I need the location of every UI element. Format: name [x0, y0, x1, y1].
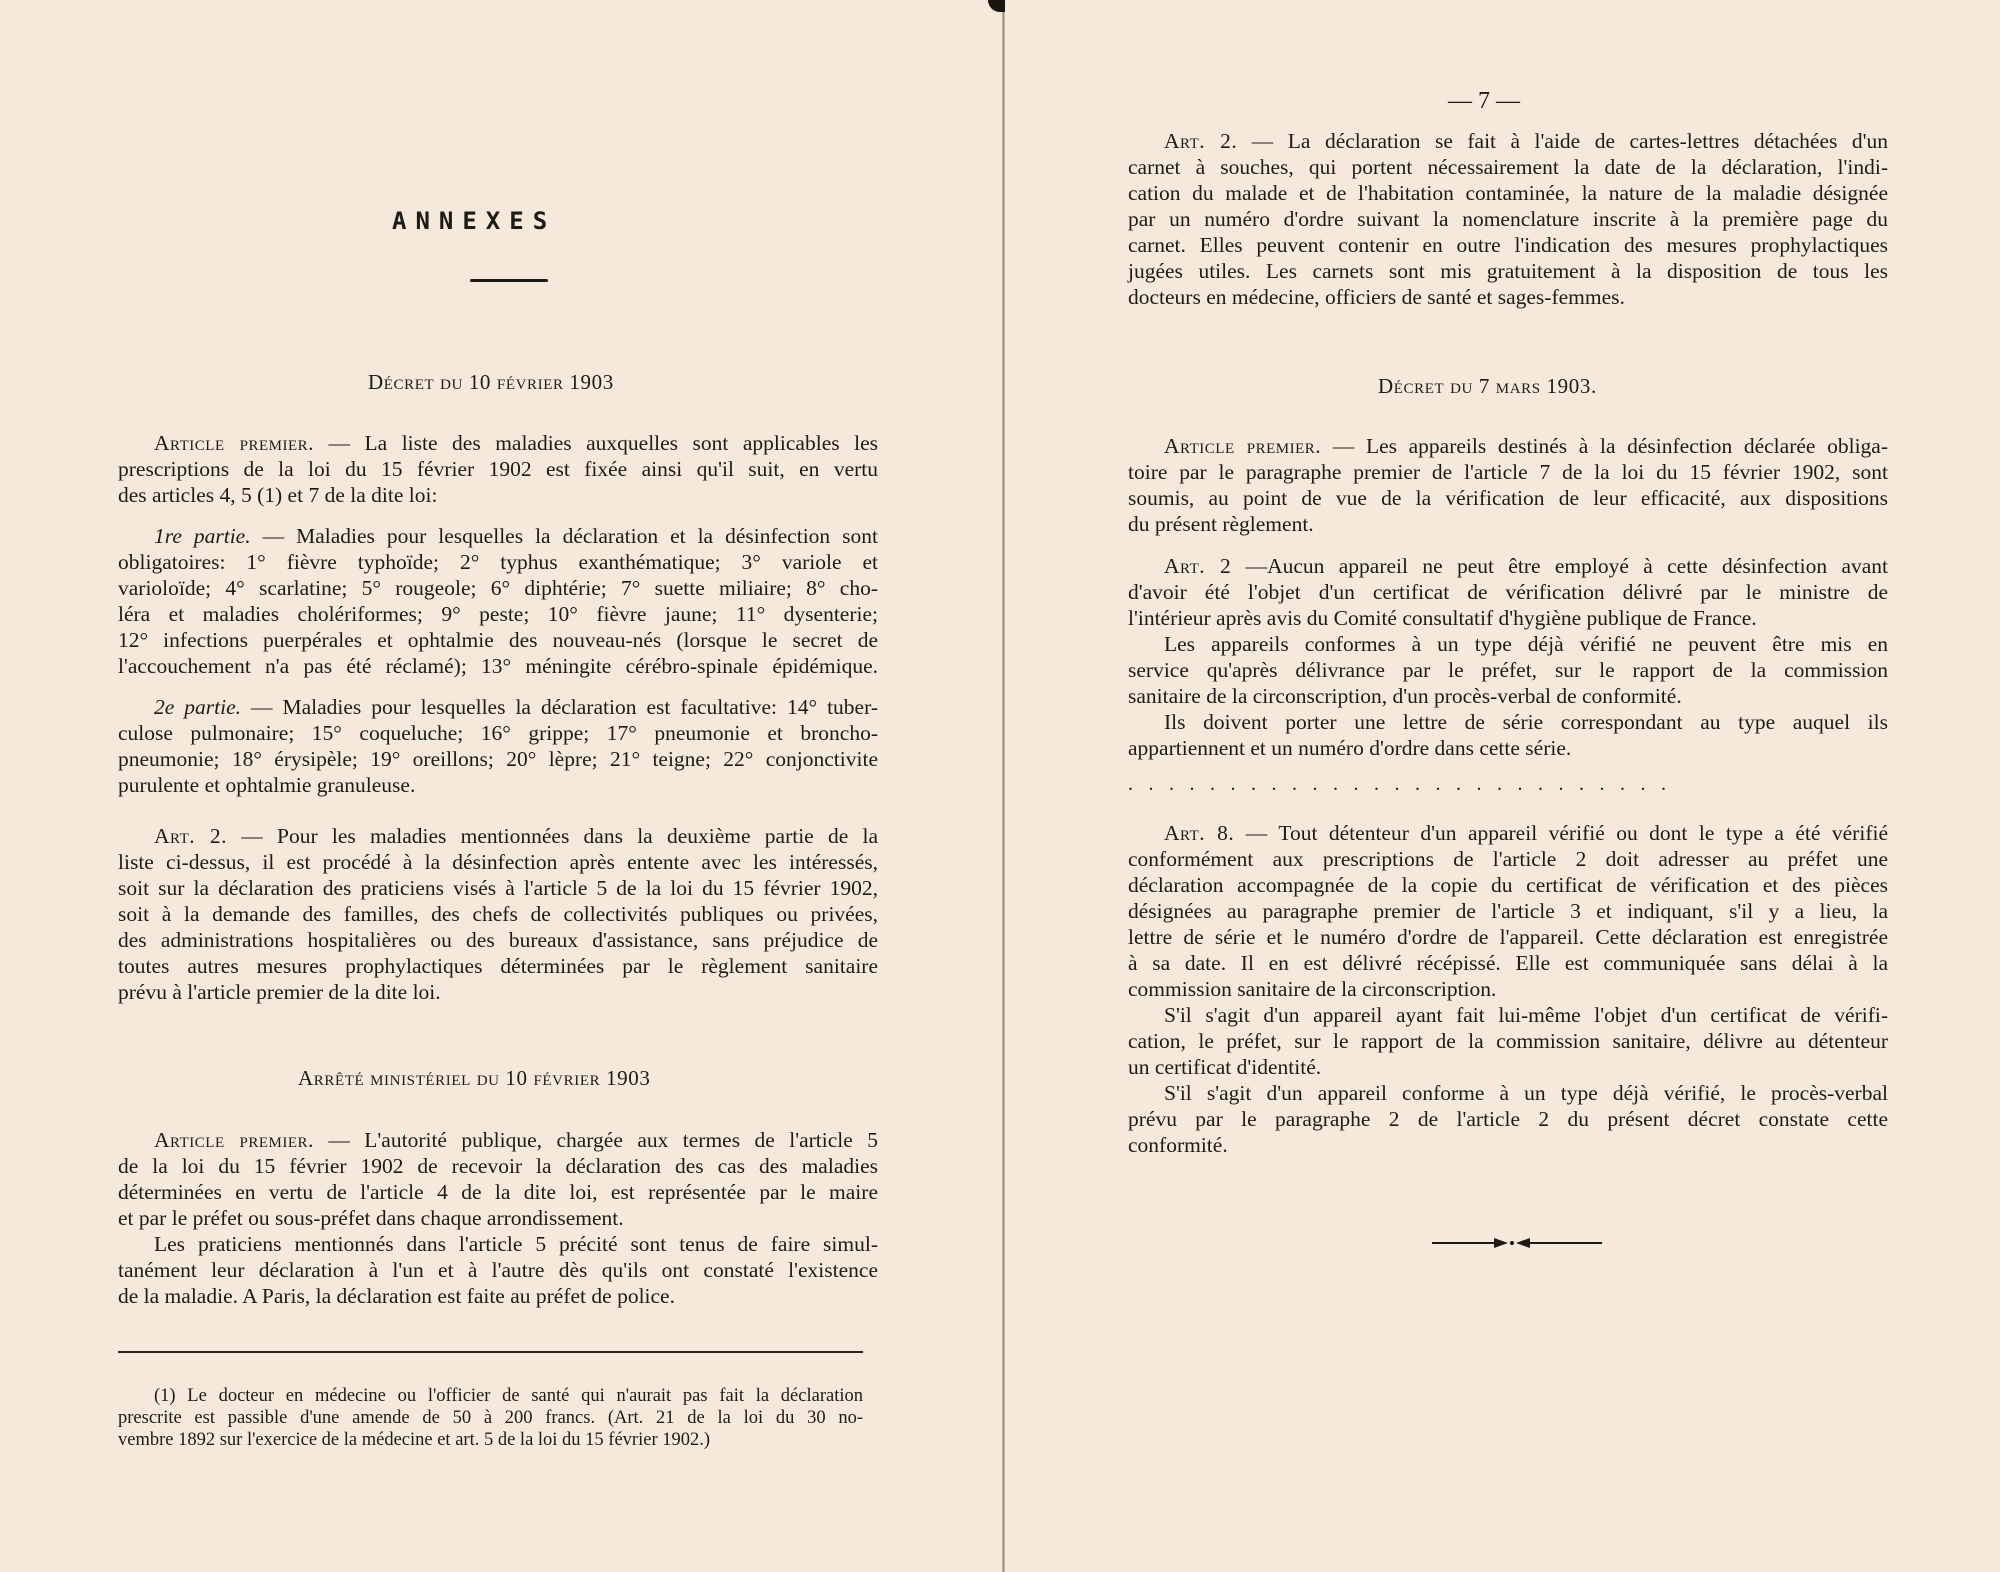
text-line: des articles 4, 5 (1) et 7 de la dite loi:: [118, 483, 438, 507]
ornament-arrow-right: [1494, 1238, 1508, 1248]
text-line: [1164, 820, 1888, 846]
text-line: commission sanitaire de la circonscription.: [1128, 977, 1497, 1001]
arrete-heading: Arrêté ministériel du 10 février 1903: [298, 1066, 651, 1090]
text-line: par un numéro d'ordre suivant la nomenclature inscrite à la première page du: [1128, 207, 1888, 231]
text-line: prescriptions de la loi du 15 février 1902 est fixée ainsi qu'il suit, en vertu: [118, 457, 878, 481]
text-line: [154, 523, 878, 549]
text-line: un certificat d'identité.: [1128, 1055, 1322, 1079]
decret-7-mars-heading: Décret du 7 mars 1903.: [1378, 374, 1597, 398]
text-line: Les praticiens mentionnés dans l'article 5 précité sont tenus de faire simul-: [154, 1232, 878, 1256]
text-line: carnet à souches, qui portent nécessairement la date de la déclaration, l'indi-: [1128, 155, 1888, 179]
text-line: l'accouchement n'a pas été réclamé); 13° méningite cérébro-spinale épidémique.: [118, 654, 878, 678]
article-label: Article premier.: [1164, 434, 1322, 458]
text-line: tanément leur déclaration à l'un et à l'autre dès qu'ils ont constaté l'existence: [118, 1258, 878, 1282]
partie-label: 2e partie.: [154, 695, 242, 719]
text-line: soit à la demande des familles, des chefs de collectivités publiques ou privées,: [118, 902, 878, 926]
text-line: S'il s'agit d'un appareil conforme à un type déjà vérifié, le procès-verbal: [1164, 1081, 1888, 1105]
text-line: de la maladie. A Paris, la déclaration est faite au préfet de police.: [118, 1284, 675, 1308]
text-span: — L'autorité publique, chargée aux termes de l'article 5: [313, 1128, 878, 1152]
text-line: toutes autres mesures prophylactiques déterminées par le règlement sanitaire: [118, 954, 878, 978]
footnote-line: vembre 1892 sur l'exercice de la médecine et art. 5 de la loi du 15 février 1902.): [118, 1430, 711, 1450]
text-line: [154, 694, 878, 720]
text-line: jugées utiles. Les carnets sont mis gratuitement à la disposition de tous les: [1128, 259, 1888, 283]
text-line: liste ci-dessus, il est procédé à la désinfection après entente avec les intéressés,: [118, 850, 878, 874]
text-line: et par le préfet ou sous-préfet dans chaque arrondissement.: [118, 1206, 624, 1230]
text-line: cation, le préfet, sur le rapport de la commission sanitaire, délivre au détenteur: [1128, 1029, 1888, 1053]
article-label: Art. 2.: [1164, 129, 1238, 153]
text-line: Les appareils conformes à un type déjà vérifié ne peuvent être mis en: [1164, 632, 1888, 656]
text-line: culose pulmonaire; 15° coqueluche; 16° grippe; 17° pneumonie et broncho-: [118, 721, 878, 745]
text-span: — Les appareils destinés à la désinfection déclarée obliga-: [1321, 434, 1888, 458]
text-line: [1164, 128, 1888, 154]
dotted-line: ...........................: [1128, 773, 1682, 793]
text-line: déterminées en vertu de l'article 4 de la dite loi, est représentée par le maire: [118, 1180, 878, 1204]
text-span: — Maladies pour lesquelles la déclaration et la désinfection sont: [250, 524, 879, 548]
text-line: [154, 1127, 878, 1153]
text-line: d'avoir été l'objet d'un certificat de vérification délivré par le ministre de: [1128, 580, 1888, 604]
text-line: obligatoires: 1° fièvre typhoïde; 2° typhus exanthématique; 3° variole et: [118, 550, 878, 574]
text-line: docteurs en médecine, officiers de santé et sages-femmes.: [1128, 285, 1625, 309]
text-line: soit sur la déclaration des praticiens visés à l'article 5 de la loi du 15 février 1902,: [118, 876, 878, 900]
text-span: — Tout détenteur d'un appareil vérifié ou dont le type a été vérifié: [1234, 821, 1888, 845]
text-line: prévu par le paragraphe 2 de l'article 2 du présent décret constate cette: [1128, 1107, 1888, 1131]
text-line: prévu à l'article premier de la dite loi.: [118, 980, 441, 1004]
ornament-arrow-left: [1516, 1238, 1530, 1248]
text-line: désignées au paragraphe premier de l'article 3 et indiquant, s'il y a lieu, la: [1128, 899, 1888, 923]
text-line: [1164, 553, 1888, 579]
text-line: toire par le paragraphe premier de l'article 7 de la loi du 15 février 1902, sont: [1128, 460, 1888, 484]
text-line: [154, 823, 878, 849]
text-span: — Maladies pour lesquelles la déclaration est facultative: 14° tuber-: [241, 695, 878, 719]
text-span: — La déclaration se fait à l'aide de cartes-lettres détachées d'un: [1237, 129, 1888, 153]
text-line: léra et maladies cholériformes; 9° peste; 10° fièvre jaune; 11° dysenterie;: [118, 602, 878, 626]
text-line: service qu'après délivrance par le préfet, sur le rapport de la commission: [1128, 658, 1888, 682]
title-rule: [470, 279, 548, 282]
article-label: Article premier.: [154, 1128, 314, 1152]
text-line: conformité.: [1128, 1133, 1228, 1157]
text-line: l'intérieur après avis du Comité consultatif d'hygiène publique de France.: [1128, 606, 1757, 630]
text-line: appartiennent et un numéro d'ordre dans cette série.: [1128, 736, 1572, 760]
text-line: carnet. Elles peuvent contenir en outre l'indication des mesures prophylactiques: [1128, 233, 1888, 257]
text-line: du présent règlement.: [1128, 512, 1314, 536]
text-span: — Pour les maladies mentionnées dans la deuxième partie de la: [227, 824, 878, 848]
footnote-rule: [118, 1351, 863, 1353]
text-line: soumis, au point de vue de la vérification de leur efficacité, aux dispositions: [1128, 486, 1888, 510]
text-line: sanitaire de la circonscription, d'un procès-verbal de conformité.: [1128, 684, 1682, 708]
footnote-line: (1) Le docteur en médecine ou l'officier de santé qui n'aurait pas fait la déclaration: [154, 1386, 863, 1406]
text-line: [1164, 433, 1888, 459]
text-line: purulente et ophtalmie granuleuse.: [118, 773, 416, 797]
article-label: Article premier.: [154, 431, 315, 455]
page-number: — 7 —: [1448, 88, 1520, 114]
text-line: des administrations hospitalières ou des bureaux d'assistance, sans préjudice de: [118, 928, 878, 952]
right-page: [1005, 0, 2000, 1572]
annexes-title: ANNEXES: [392, 207, 557, 235]
text-line: conformément aux prescriptions de l'article 2 doit adresser au préfet une: [1128, 847, 1888, 871]
article-label: Art. 2.: [154, 824, 228, 848]
footnote-line: prescrite est passible d'une amende de 50 à 200 francs. (Art. 21 de la loi du 30 no-: [118, 1408, 863, 1428]
text-line: S'il s'agit d'un appareil ayant fait lui-même l'objet d'un certificat de vérifi-: [1164, 1003, 1888, 1027]
text-line: [154, 430, 878, 456]
text-line: pneumonie; 18° érysipèle; 19° oreillons; 20° lèpre; 21° teigne; 22° conjonctivite: [118, 747, 878, 771]
article-label: Art. 8.: [1164, 821, 1235, 845]
text-line: cation du malade et de l'habitation contaminée, la nature de la maladie désignée: [1128, 181, 1888, 205]
text-line: 12° infections puerpérales et ophtalmie des nouveau-nés (lorsque le secret de: [118, 628, 878, 652]
ornament-dot: [1510, 1241, 1514, 1245]
decret-10-fevrier-heading: Décret du 10 février 1903: [368, 370, 614, 394]
text-line: déclaration accompagnée de la copie du certificat de vérification et des pièces: [1128, 873, 1888, 897]
text-line: de la loi du 15 février 1902 de recevoir la déclaration des cas des maladies: [118, 1154, 878, 1178]
text-line: lettre de série et le numéro d'ordre de l'appareil. Cette déclaration est enregistrée: [1128, 925, 1888, 949]
text-line: à sa date. Il en est délivré récépissé. Elle est communiquée sans délai à la: [1128, 951, 1888, 975]
text-line: varioloïde; 4° scarlatine; 5° rougeole; 6° diphtérie; 7° suette miliaire; 8° cho-: [118, 576, 878, 600]
end-ornament: [1432, 1237, 1602, 1249]
text-span: —Aucun appareil ne peut être employé à cette désinfection avant: [1231, 554, 1888, 578]
text-line: Ils doivent porter une lettre de série correspondant au type auquel ils: [1164, 710, 1888, 734]
article-label: Art. 2: [1164, 554, 1232, 578]
partie-label: 1re partie.: [154, 524, 251, 548]
text-span: — La liste des maladies auxquelles sont applicables les: [314, 431, 878, 455]
